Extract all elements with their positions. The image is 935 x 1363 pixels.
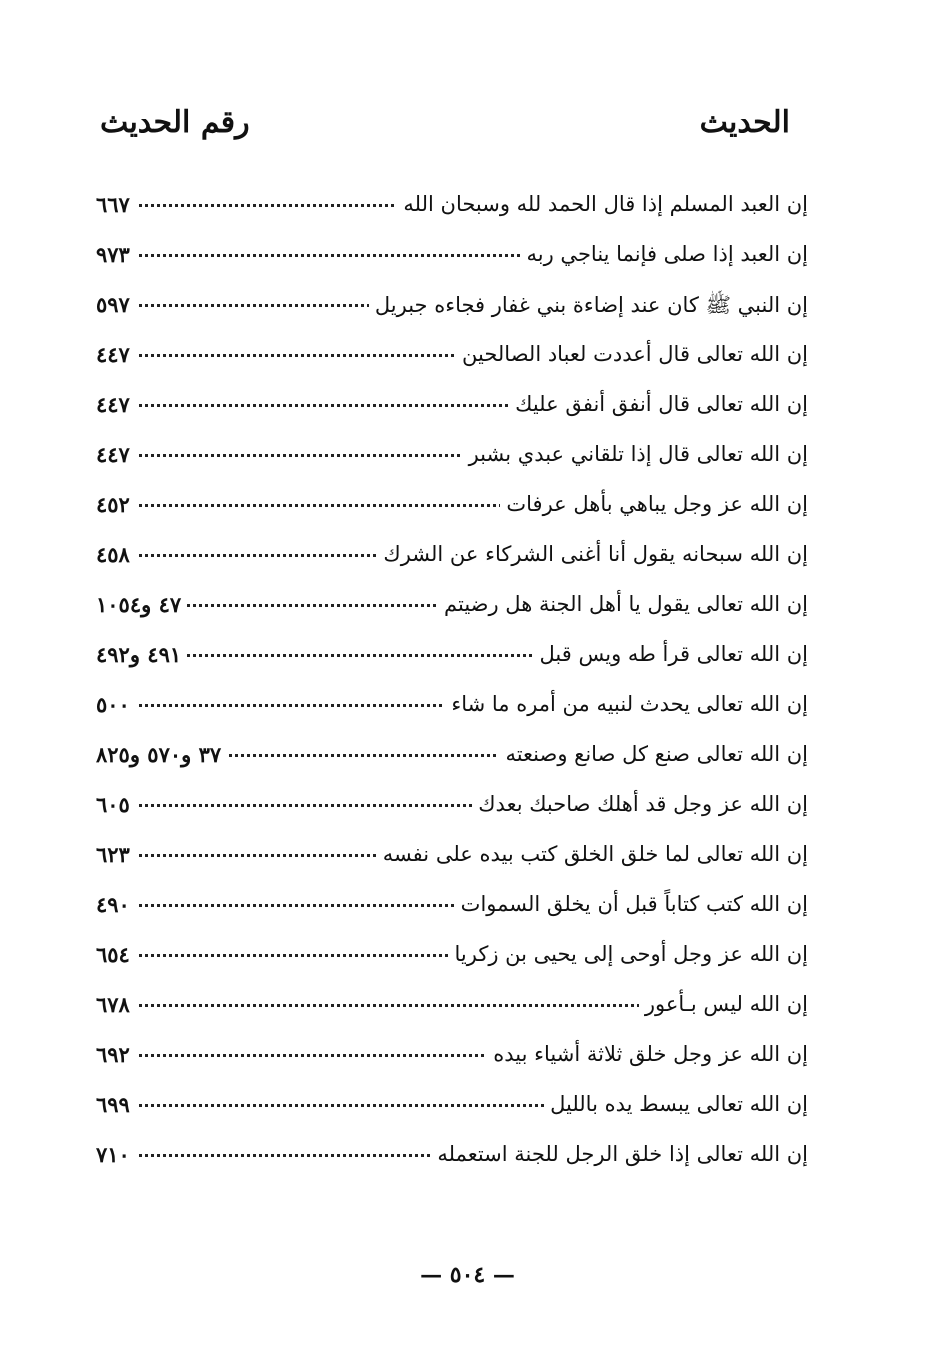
hadith-text: إن الله تعالى قرأ طه ويس قبل	[534, 642, 809, 666]
hadith-number: ٦٧٨	[96, 992, 136, 1017]
hadith-number: ٦٥٤	[96, 942, 136, 967]
hadith-number: ٧١٠	[96, 1142, 136, 1167]
hadith-number: ٩٧٣	[96, 242, 136, 267]
hadith-text: إن النبي ﷺ كان عند إضاءة بني غفار فجاءه جبريل	[369, 292, 808, 323]
hadith-number: ٣٧ و٥٧٠ و٨٢٥	[96, 742, 227, 767]
index-entry	[96, 732, 808, 782]
hadith-number: ٦٩٩	[96, 1092, 136, 1117]
hadith-text: إن الله تعالى يقول يا أهل الجنة هل رضيتم	[438, 592, 808, 616]
index-entry	[96, 882, 808, 932]
index-list	[96, 182, 808, 1182]
hadith-text: إن الله تعالى يبسط يده بالليل	[544, 1092, 808, 1116]
hadith-text: إن الله عز وجل أوحى إلى يحيى بن زكريا	[449, 942, 808, 966]
hadith-text: إن الله عز وجل قد أهلك صاحبك بعدك	[472, 792, 808, 816]
hadith-number: ٥٩٧	[96, 292, 136, 317]
index-entry	[96, 482, 808, 532]
hadith-number: ٦٩٢	[96, 1042, 136, 1067]
page-number: — ٥٠٤ —	[420, 1262, 515, 1288]
hadith-text: إن العبد إذا صلى فإنما يناجي ربه	[521, 242, 808, 266]
hadith-text: إن الله تعالى لما خلق الخلق كتب بيده على نفسه	[377, 842, 808, 866]
index-entry	[96, 932, 808, 982]
hadith-text: إن الله عز وجل خلق ثلاثة أشياء بيده	[487, 1042, 808, 1066]
index-entry	[96, 782, 808, 832]
hadith-text: إن الله سبحانه يقول أنا أغنى الشركاء عن الشرك	[377, 542, 808, 566]
index-entry	[96, 282, 808, 332]
column-title-hadith: الحديث	[699, 105, 790, 140]
hadith-text: إن الله تعالى قال إذا تلقاني عبدي بشبر	[463, 442, 808, 466]
page-header	[100, 105, 790, 151]
hadith-text: إن الله عز وجل يباهي بأهل عرفات	[500, 492, 808, 516]
index-entry	[96, 332, 808, 382]
hadith-number: ٦٠٥	[96, 792, 136, 817]
hadith-text: إن الله تعالى صنع كل صانع وصنعته	[499, 742, 808, 766]
index-entry	[96, 832, 808, 882]
index-entry	[96, 532, 808, 582]
hadith-text: إن الله تعالى يحدث لنبيه من أمره ما شاء	[445, 692, 808, 716]
hadith-number: ٤٤٧	[96, 392, 136, 417]
index-entry	[96, 182, 808, 232]
hadith-number: ٤٧ و١٠٥٤	[96, 592, 187, 617]
index-entry	[96, 682, 808, 732]
index-entry	[96, 232, 808, 282]
hadith-number: ٤٤٧	[96, 342, 136, 367]
column-title-hadith-number: رقم الحديث	[100, 105, 250, 140]
hadith-text: إن الله ليس بـأعور	[639, 992, 808, 1016]
index-entry	[96, 382, 808, 432]
hadith-number: ٤٤٧	[96, 442, 136, 467]
hadith-number: ٤٩١ و٤٩٢	[96, 642, 187, 667]
hadith-text: إن الله تعالى إذا خلق الرجل للجنة استعمله	[431, 1142, 808, 1166]
hadith-number: ٤٩٠	[96, 892, 136, 917]
index-entry	[96, 982, 808, 1032]
index-entry	[96, 1132, 808, 1182]
index-entry	[96, 632, 808, 682]
hadith-text: إن الله كتب كتاباً قبل أن يخلق السموات	[455, 892, 808, 916]
hadith-number: ٤٥٢	[96, 492, 136, 517]
hadith-text: إن العبد المسلم إذا قال الحمد لله وسبحان الله	[397, 192, 808, 216]
index-entry	[96, 582, 808, 632]
hadith-number: ٦٦٧	[96, 192, 136, 217]
index-entry	[96, 1032, 808, 1082]
hadith-number: ٥٠٠	[96, 692, 136, 717]
index-entry	[96, 1082, 808, 1132]
hadith-text: إن الله تعالى قال أنفق أنفق عليك	[509, 392, 808, 416]
hadith-number: ٤٥٨	[96, 542, 136, 567]
index-entry	[96, 432, 808, 482]
hadith-text: إن الله تعالى قال أعددت لعباد الصالحين	[456, 342, 808, 366]
hadith-number: ٦٢٣	[96, 842, 136, 867]
